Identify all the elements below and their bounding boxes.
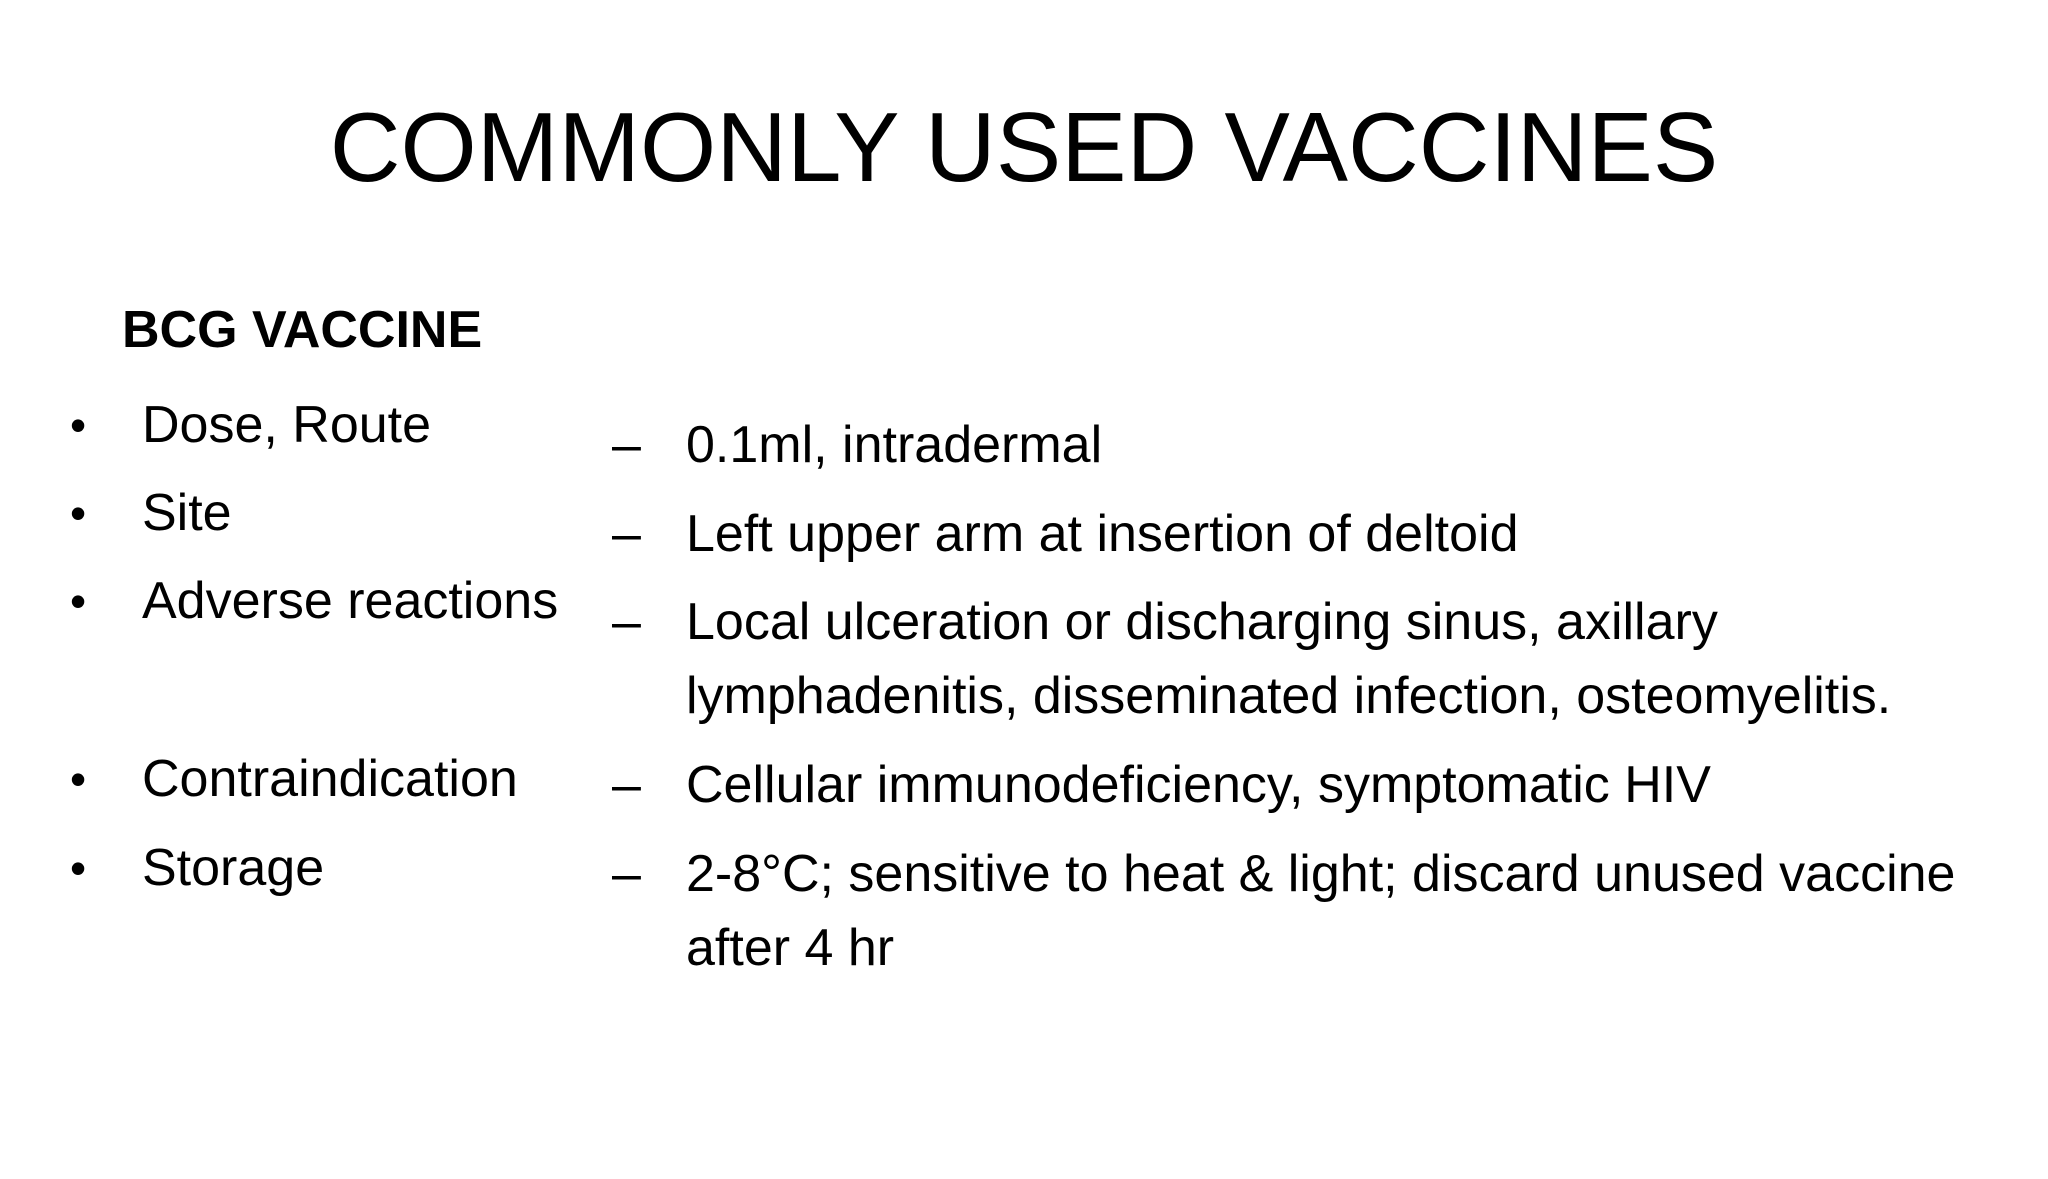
row-value-storage: 2-8°C; sensitive to heat & light; discard unused vaccine after 4 hr	[686, 845, 1956, 977]
row-value-dose-route: 0.1ml, intradermal	[686, 416, 1103, 474]
dash-icon: –	[612, 505, 641, 563]
slide-title: COMMONLY USED VACCINES	[329, 92, 1719, 202]
row-label-storage: Storage	[142, 839, 325, 897]
row-value-contraindication: Cellular immunodeficiency, symptomatic HIV	[686, 756, 1711, 814]
dash-icon: –	[612, 416, 641, 474]
bullet-icon: •	[70, 399, 87, 451]
row-label-dose-route: Dose, Route	[142, 396, 432, 454]
row-label-site: Site	[142, 484, 232, 542]
row-value-adverse-reactions: Local ulceration or discharging sinus, axillary lymphadenitis, disseminated infection, osteomyelitis.	[686, 593, 1892, 725]
bullet-icon: •	[70, 842, 87, 894]
bullet-icon: •	[70, 487, 87, 539]
row-value-site: Left upper arm at insertion of deltoid	[686, 505, 1519, 563]
dash-icon: –	[612, 593, 641, 651]
section-heading: BCG VACCINE	[122, 301, 483, 359]
bullet-icon: •	[70, 753, 87, 805]
row-label-contraindication: Contraindication	[142, 750, 518, 808]
bullet-icon: •	[70, 575, 87, 627]
dash-icon: –	[612, 845, 641, 903]
row-label-adverse-reactions: Adverse reactions	[142, 572, 559, 630]
dash-icon: –	[612, 756, 641, 814]
